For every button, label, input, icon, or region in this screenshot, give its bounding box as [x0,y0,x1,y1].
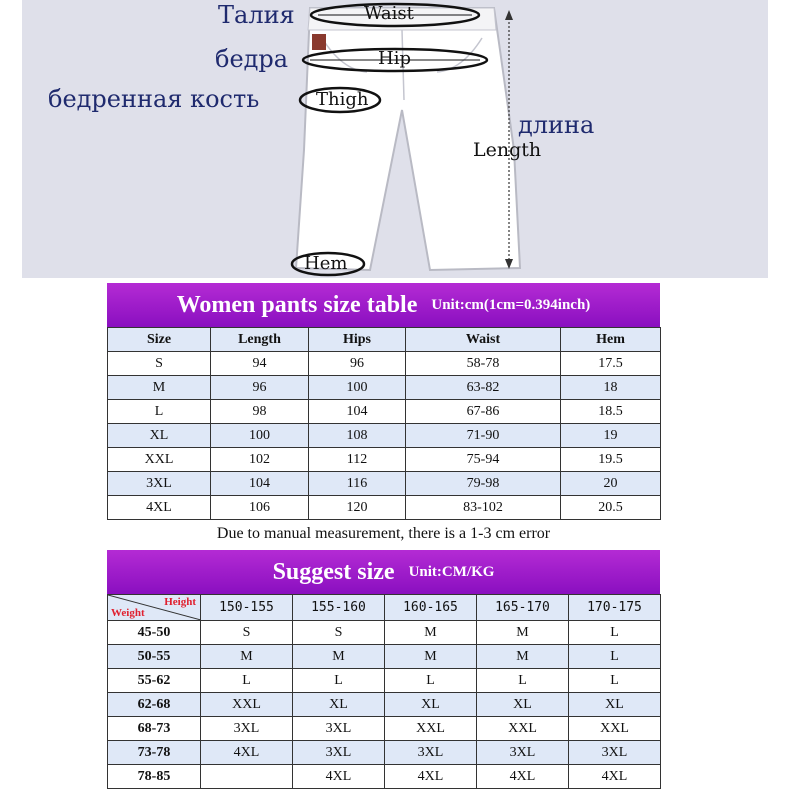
cell: 96 [211,376,309,400]
cell: XL [385,693,477,717]
cell: 17.5 [561,352,661,376]
cell: XL [477,693,569,717]
cell: 20.5 [561,496,661,520]
size-table-banner [107,283,660,327]
table-row [108,741,661,765]
waist-label-en: Waist [364,3,414,24]
cell: M [477,645,569,669]
cell: 116 [309,472,406,496]
suggest-table-block [107,550,660,789]
cell: 71-90 [406,424,561,448]
hip-label-ru: бедра [215,45,289,73]
header-length: Length [211,328,309,352]
cell: 67-86 [406,400,561,424]
cell: 63-82 [406,376,561,400]
table-row [108,765,661,789]
measurement-diagram [22,0,768,278]
cell: 100 [309,376,406,400]
cell: L [108,400,211,424]
size-table-title: Women pants size table [176,291,418,318]
cell: 19 [561,424,661,448]
table-row [108,669,661,693]
cell: 3XL [293,717,385,741]
header-height-5: 170-175 [569,595,661,621]
cell: 19.5 [561,448,661,472]
cell: XXL [108,448,211,472]
cell: 106 [211,496,309,520]
cell: 3XL [477,741,569,765]
cell: XL [108,424,211,448]
table-row [108,448,661,472]
cell: XXL [477,717,569,741]
cell: 58-78 [406,352,561,376]
table-row [108,693,661,717]
pants-illustration [22,0,768,278]
cell: L [477,669,569,693]
cell: 104 [309,400,406,424]
cell: 4XL [108,496,211,520]
cell: M [201,645,293,669]
hem-label-en: Hem [304,253,348,274]
table-row [108,645,661,669]
header-height-1: 150-155 [201,595,293,621]
cell: 4XL [293,765,385,789]
weight-cell: 50-55 [108,645,201,669]
weight-cell: 55-62 [108,669,201,693]
cell: XXL [385,717,477,741]
header-size: Size [108,328,211,352]
cell: M [108,376,211,400]
header-height-2: 155-160 [293,595,385,621]
cell: XL [569,693,661,717]
weight-cell: 45-50 [108,621,201,645]
cell: 3XL [293,741,385,765]
cell: L [569,621,661,645]
table-row [108,621,661,645]
size-table-unit: Unit:cm(1cm=0.394inch) [431,296,591,313]
suggest-table-banner [107,550,660,594]
table-row [108,400,661,424]
thigh-label-en: Thigh [316,89,369,110]
cell: M [385,645,477,669]
cell: 83-102 [406,496,561,520]
cell: 3XL [569,741,661,765]
cell: S [201,621,293,645]
cell: L [569,669,661,693]
cell: 94 [211,352,309,376]
cell: XXL [201,693,293,717]
cell: 4XL [385,765,477,789]
pants-label-patch [312,34,326,50]
cell: L [569,645,661,669]
suggest-table [107,594,661,789]
waist-label-ru: Талия [218,1,295,29]
weight-cell: 73-78 [108,741,201,765]
table-row [108,496,661,520]
cell: S [293,621,385,645]
header-height-4: 165-170 [477,595,569,621]
cell: S [108,352,211,376]
table-row [108,717,661,741]
size-table-block [107,283,660,548]
size-table-header-row [108,328,661,352]
cell: 18 [561,376,661,400]
header-hem: Hem [561,328,661,352]
cell: XXL [569,717,661,741]
measurement-note: Due to manual measurement, there is a 1-3 cm error [107,520,660,548]
cell: XL [293,693,385,717]
table-row [108,352,661,376]
suggest-table-unit: Unit:CM/KG [408,563,495,580]
cell: 4XL [201,741,293,765]
table-row [108,472,661,496]
cell: 98 [211,400,309,424]
cell: M [385,621,477,645]
cell: M [477,621,569,645]
cell: 4XL [477,765,569,789]
header-height-3: 160-165 [385,595,477,621]
weight-cell: 68-73 [108,717,201,741]
corner-weight-label: Weight [111,607,145,619]
thigh-label-ru: бедренная кость [48,85,260,113]
corner-height-label: Height [164,596,196,608]
cell: L [385,669,477,693]
header-waist: Waist [406,328,561,352]
size-table [107,327,661,520]
cell: 18.5 [561,400,661,424]
cell: 3XL [108,472,211,496]
cell: 104 [211,472,309,496]
length-label-en: Length [473,139,542,161]
cell: 79-98 [406,472,561,496]
weight-cell: 78-85 [108,765,201,789]
table-row [108,424,661,448]
cell [201,765,293,789]
cell: 108 [309,424,406,448]
cell: 120 [309,496,406,520]
length-label-ru: длина [518,111,595,139]
cell: 3XL [385,741,477,765]
cell: 112 [309,448,406,472]
cell: 102 [211,448,309,472]
cell: 100 [211,424,309,448]
header-hips: Hips [309,328,406,352]
cell: L [201,669,293,693]
weight-cell: 62-68 [108,693,201,717]
cell: 75-94 [406,448,561,472]
cell: M [293,645,385,669]
corner-header [108,595,201,621]
cell: 4XL [569,765,661,789]
cell: 3XL [201,717,293,741]
suggest-table-title: Suggest size [272,558,395,585]
table-row [108,376,661,400]
cell: L [293,669,385,693]
cell: 20 [561,472,661,496]
suggest-table-header-row [108,595,661,621]
hip-label-en: Hip [378,48,411,69]
cell: 96 [309,352,406,376]
